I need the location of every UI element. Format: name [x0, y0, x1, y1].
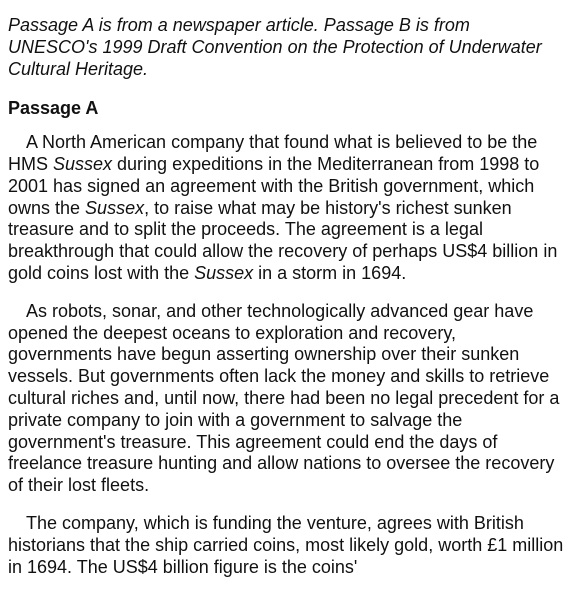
- ship-name-italic: Sussex: [194, 262, 254, 283]
- passage-a-heading: Passage A: [8, 98, 99, 119]
- passage-a-text: [8, 132, 564, 578]
- ship-name-italic: Sussex: [85, 197, 145, 218]
- text-run: in a storm in 1694.: [253, 262, 407, 283]
- paragraph: [8, 513, 564, 578]
- text-run: during expeditions in the Mediterranean from 1998 to 2001 has signed an agreement with the British government, which owns the: [8, 153, 540, 218]
- text-run: A North American company that found what is believed to be the HMS: [8, 132, 538, 174]
- paragraph: [8, 132, 564, 285]
- text-run: As robots, sonar, and other technologically advanced gear have opened the deepest oceans to exploration and recovery, governments have begun asserting ownership over their sunken vessels. But governments often lack the money and skills to retrieve cultural riches and, until now, there had been no legal precedent for a private company to join with a government to salvage the government's treasure. This agreement could end the days of freelance treasure hunting and allow nations to oversee the recovery of their lost fleets.: [8, 300, 560, 496]
- text-run: , to raise what may be history's richest sunken treasure and to split the proceeds. The agreement is a legal breakthrough that could allow the recovery of perhaps US$4 billion in gold coins lost with the: [8, 197, 558, 283]
- paragraph: [8, 301, 564, 497]
- document-body: [8, 15, 564, 594]
- ship-name-italic: Sussex: [53, 153, 113, 174]
- passage-intro: Passage A is from a newspaper article. Passage B is from UNESCO's 1999 Draft Convention on the Protection of Underwater Cultural Heritage.: [8, 15, 542, 79]
- text-run: The company, which is funding the venture, agrees with British historians that the ship carried coins, most likely gold, worth £1 million in 1694. The US$4 billion figure is the coins': [8, 512, 564, 577]
